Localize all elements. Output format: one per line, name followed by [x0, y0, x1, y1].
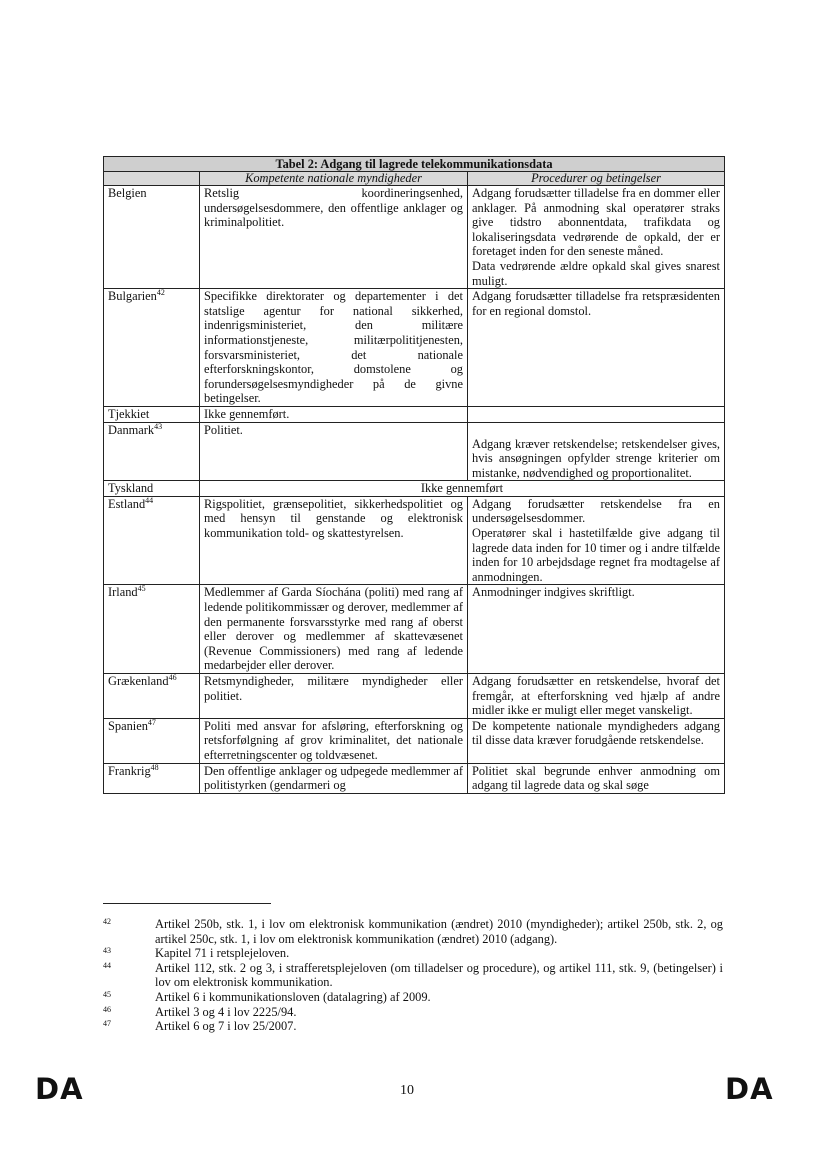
- country-cell: [104, 422, 200, 481]
- table-row: [104, 186, 725, 289]
- corner-cell: [104, 172, 200, 186]
- authority-cell: Retsmyndigheder, militære myndigheder eller politiet.: [200, 674, 468, 719]
- country-name: Irland: [108, 585, 138, 600]
- procedure-cell: De kompetente nationale myndigheders adgang til disse data kræver forudgående retskendelse.: [468, 718, 725, 763]
- procedure-cell: [468, 406, 725, 422]
- footnote-divider: [103, 903, 271, 904]
- country-name: Bulgarien: [108, 289, 157, 304]
- footnote-ref[interactable]: 42: [156, 288, 165, 298]
- footnote-text: Artikel 112, stk. 2 og 3, i strafferetsplejeloven (om tilladelser og procedure), og artikel 111, stk. 9, (betingelser) i lov om elektronisk kommunikation.: [155, 960, 723, 990]
- authority-cell: Specifikke direktorater og departementer i det statslige agentur for national sikkerhed, indenrigsministeriet, den militære informationstjeneste, militærpolititjenesten, forsvarsministeriet, det nationale efterforskningskontor, domstolene og forundersøgelsesmyndigheder på de givne betingelser.: [200, 289, 468, 407]
- country-cell: [104, 496, 200, 585]
- procedure-cell: Adgang kræver retskendelse; retskendelser gives, hvis ansøgningen opfylder strenge kriterier om mistanke, nødvendighed og proportionalitet.: [468, 422, 725, 481]
- country-name: Danmark: [108, 422, 155, 437]
- procedure-cell: Adgang forudsætter tilladelse fra retspræsidenten for en regional domstol.: [468, 289, 725, 407]
- authority-cell: Ikke gennemført.: [200, 406, 468, 422]
- procedure-text: Adgang forudsætter retskendelse fra en undersøgelsesdommer.: [472, 496, 720, 526]
- language-label-right: DA: [725, 1072, 774, 1106]
- footnote-ref[interactable]: 47: [147, 717, 156, 727]
- footnote-text: Artikel 6 og 7 i lov 25/2007.: [155, 1019, 297, 1034]
- footnote-number: 42: [103, 917, 111, 926]
- country-cell: [104, 718, 200, 763]
- authority-cell: Politiet.: [200, 422, 468, 481]
- authority-cell: Medlemmer af Garda Síochána (politi) med rang af ledende politikommissær og derover, medlemmer af den permanente forsvarsstyrke med rang af oberst eller derover og medlemmer af skattevæsenet (Revenue Commissioners) med rang af ledende medarbejder eller derover.: [200, 585, 468, 674]
- authority-cell: Den offentlige anklager og udpegede medlemmer af politistyrken (gendarmeri og: [200, 763, 468, 793]
- procedure-cell: [468, 496, 725, 585]
- footnote-ref[interactable]: 44: [145, 495, 154, 505]
- footnote-ref[interactable]: 48: [150, 762, 159, 772]
- country-cell: [104, 481, 200, 497]
- procedure-cell: Anmodninger indgives skriftligt.: [468, 585, 725, 674]
- col-header-procedures: Procedurer og betingelser: [468, 172, 725, 186]
- country-cell: [104, 763, 200, 793]
- procedure-cell: Adgang forudsætter en retskendelse, hvoraf det fremgår, at efterforskning ved hjælp af andre midler ikke er muligt eller meget vanskeligt.: [468, 674, 725, 719]
- table-row: [104, 674, 725, 719]
- footnote: [103, 990, 723, 1005]
- footnote-number: 47: [103, 1019, 111, 1029]
- table-row: [104, 422, 725, 481]
- authority-cell: Politi med ansvar for afsløring, efterforskning og retsforfølgning af grov kriminalitet, det nationale efterretningscenter og toldvæsenet.: [200, 718, 468, 763]
- authority-cell: Retslig koordineringsenhed, undersøgelsesdommere, den offentlige anklager og kriminalpolitiet.: [200, 186, 468, 289]
- procedure-text: Data vedrørende ældre opkald skal gives snarest muligt.: [472, 258, 720, 288]
- table-row: [104, 763, 725, 793]
- footnote: [103, 1019, 723, 1034]
- footnote-number: 45: [103, 989, 111, 999]
- footnote: [103, 1005, 723, 1020]
- footnote: [103, 961, 723, 990]
- page-number: 10: [400, 1083, 414, 1098]
- footnote: [103, 946, 723, 961]
- country-cell: [104, 406, 200, 422]
- language-label-left: DA: [35, 1072, 84, 1106]
- table-row: [104, 406, 725, 422]
- merged-status-cell: Ikke gennemført: [200, 481, 725, 497]
- table-row: [104, 496, 725, 585]
- footnote-text: Artikel 250b, stk. 1, i lov om elektronisk kommunikation (ændret) 2010 (myndigheder); artikel 250b, stk. 2, og artikel 250c, stk. 1, i lov om elektronisk kommunikation (ændret) 2010 (adgang).: [155, 917, 723, 946]
- procedure-cell: Politiet skal begrunde enhver anmodning om adgang til lagrede data og skal søge: [468, 763, 725, 793]
- table-row: [104, 481, 725, 497]
- footnote-text: Kapitel 71 i retsplejeloven.: [155, 946, 290, 961]
- table-row: [104, 718, 725, 763]
- country-cell: [104, 186, 200, 289]
- table-row: [104, 585, 725, 674]
- country-name: Tyskland: [108, 481, 154, 496]
- footnote-ref[interactable]: 46: [168, 672, 177, 682]
- access-table: [103, 156, 725, 794]
- footnote-text: Artikel 3 og 4 i lov 2225/94.: [155, 1004, 297, 1019]
- authority-cell: Rigspolitiet, grænsepolitiet, sikkerhedspolitiet og med hensyn til genstande og elektronisk kommunikation told- og skattestyrelsen.: [200, 496, 468, 585]
- footnote-text: Artikel 6 i kommunikationsloven (datalagring) af 2009.: [155, 989, 431, 1004]
- table-row: [104, 289, 725, 407]
- country-name: Frankrig: [108, 763, 151, 778]
- country-cell: [104, 585, 200, 674]
- footnote-number: 46: [103, 1004, 111, 1014]
- country-name: Grækenland: [108, 674, 169, 688]
- footnotes: [103, 917, 723, 1034]
- procedure-text: Operatører skal i hastetilfælde give adgang til lagrede data inden for 10 timer og i andre tilfælde inden for 10 arbejdsdage regnet fra modtagelse af anmodningen.: [472, 526, 720, 584]
- country-cell: [104, 289, 200, 407]
- footnote-ref[interactable]: 43: [154, 421, 163, 431]
- country-cell: [104, 674, 200, 719]
- country-name: Belgien: [108, 186, 147, 200]
- country-name: Spanien: [108, 718, 148, 733]
- col-header-authorities: Kompetente nationale myndigheder: [200, 172, 468, 186]
- table-title: Tabel 2: Adgang til lagrede telekommunikationsdata: [104, 157, 725, 172]
- footnote-ref[interactable]: 45: [137, 584, 146, 594]
- footnote-number: 44: [103, 960, 111, 970]
- country-name: Estland: [108, 496, 146, 511]
- procedure-text: Adgang forudsætter tilladelse fra en dommer eller anklager. På anmodning skal operatører straks give tidstro abonnentdata, trafikdata og lokaliseringsdata vedrørende de opkald, der er foretaget inden for den seneste måned.: [472, 186, 720, 259]
- procedure-cell: [468, 186, 725, 289]
- country-name: Tjekkiet: [108, 406, 150, 421]
- footnote-number: 43: [103, 946, 111, 956]
- footnote: [103, 917, 723, 946]
